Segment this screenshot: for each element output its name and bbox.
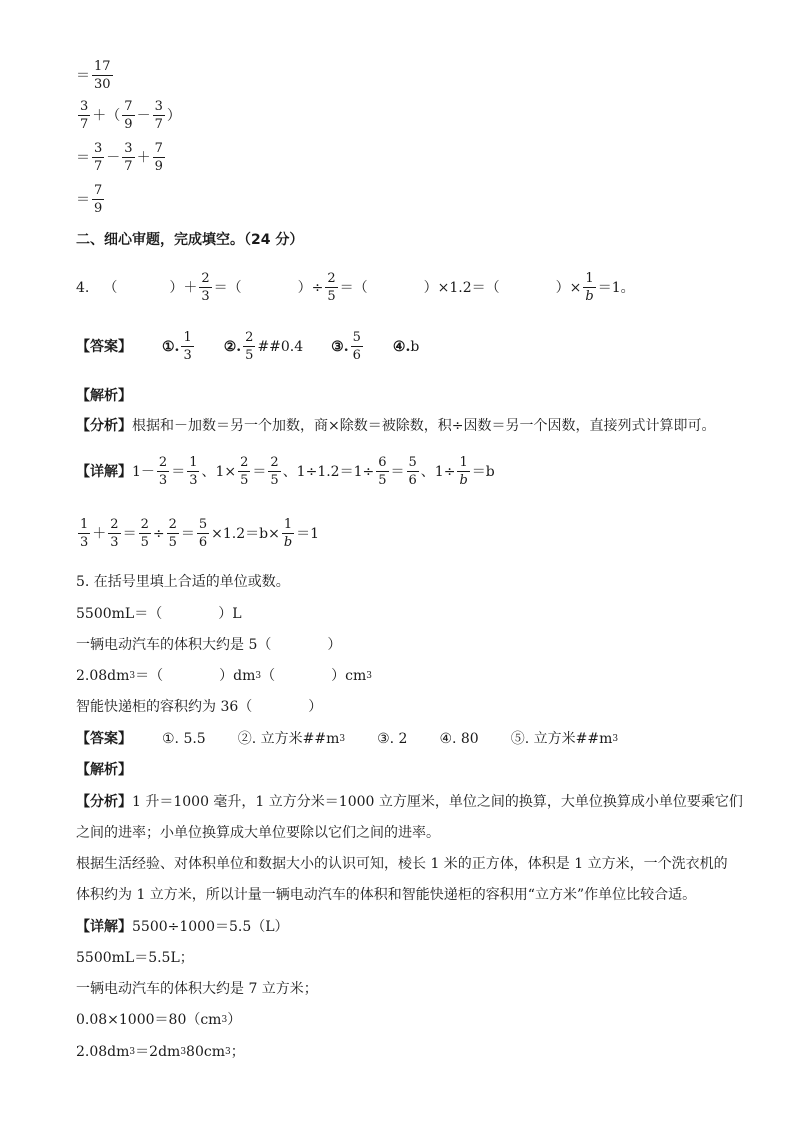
q5-line-1: 5500mL＝（ ）L xyxy=(76,606,242,622)
analysis-label: 【解析】 xyxy=(76,388,132,404)
answer-label: 【答案】 xyxy=(76,338,132,355)
fraction: $\frac{6}{5}$ xyxy=(378,455,387,488)
q5-line-2: 一辆电动汽车的体积大约是 5（ ） xyxy=(76,637,342,653)
q5-fenxi-3: 根据生活经验、对体积单位和数据大小的认识可知，棱长 1 米的正方体，体积是 1 立方米，一个洗衣机的 xyxy=(76,856,728,872)
calc-line-2: 3 7 ＋ （ 7 9 － 3 7 ） xyxy=(80,99,181,132)
q5-fenxi-4: 体积约为 1 立方米，所以计量一辆电动汽车的体积和智能快递柜的容积用“立方米”作单位比较合适。 xyxy=(76,887,697,903)
fraction: 3 7 xyxy=(124,141,133,174)
q4-xiangjie: 【详解】 1－ 2 3 ＝ 1 3 、1× $\frac{2}{5}$ ＝ 2 5 、1÷1.2＝1÷ $\frac{6}{5}$ ＝ 5 6 、1÷ $\frac{1}{b}$ ＝b xyxy=(76,455,495,488)
fraction: 2 3 xyxy=(201,271,210,304)
q4-summary: 1 3 ＋ 2 3 ＝ $\frac{2}{5}$ ÷ $\frac{2}{5}$ ＝ $\frac{5}{6}$ ×1.2＝b× $\frac{1}{b}$ ＝1 xyxy=(80,517,320,550)
fraction: $\frac{2}{5}$ xyxy=(240,455,249,488)
fraction: $\frac{2}{5}$ xyxy=(327,271,336,304)
fraction: $\frac{5}{6}$ xyxy=(198,517,208,550)
q5-xiangjie-5: 2.08dm 3 ＝2dm 3 80cm 3 ； xyxy=(76,1044,245,1060)
fraction: 17 30 xyxy=(94,59,111,92)
q5-xiangjie-4: 0.08×1000＝80（cm 3 ） xyxy=(76,1012,242,1028)
q5-answer: 【答案】 ①. 5.5 ②. 立方米##m 3 ③. 2 ④. 80 ⑤. 立方米##m 3 xyxy=(76,731,619,747)
q4-fenxi: 【分析】 根据和－加数＝另一个加数，商×除数＝被除数，积÷因数＝另一个因数，直接列式计算即可。 xyxy=(76,418,716,434)
question-4: 4. （ ）＋ 2 3 ＝（ ）÷ $\frac{2}{5}$ ＝ （ ）×1.2＝（ ）× $\frac{1}{b}$ ＝1。 xyxy=(76,271,635,304)
fraction: $\frac{1}{b}$ xyxy=(459,455,468,488)
fraction: 7 9 xyxy=(154,141,163,174)
fraction: 2 5 xyxy=(270,455,279,488)
fraction: 3 7 xyxy=(80,99,89,132)
fraction: $\frac{1}{b}$ xyxy=(283,517,293,550)
fraction: 2 3 xyxy=(110,517,119,550)
fraction: 5 6 xyxy=(408,455,417,488)
question-5: 5. 在括号里填上合适的单位或数。 xyxy=(76,574,290,590)
q5-line-3: 2.08dm 3 ＝（ ）dm 3 （ ）cm 3 xyxy=(76,668,372,684)
calc-line-1: ＝ 17 30 xyxy=(76,59,111,92)
q5-line-4: 智能快递柜的容积约为 36（ ） xyxy=(76,699,323,715)
fraction: 1 3 xyxy=(80,517,89,550)
q5-xiangjie-3: 一辆电动汽车的体积大约是 7 立方米； xyxy=(76,981,318,997)
fraction: 7 9 xyxy=(94,183,103,216)
calc-line-4: ＝ 7 9 xyxy=(76,183,103,216)
fraction: $\frac{2}{5}$ xyxy=(168,517,177,550)
q5-xiangjie-2: 5500mL＝5.5L； xyxy=(76,950,194,966)
section-heading: 二、细心审题，完成填空。（24 分） xyxy=(76,232,304,248)
fraction: 5 6 xyxy=(352,330,361,363)
fraction: 7 9 xyxy=(124,99,133,132)
fraction: $\frac{2}{5}$ xyxy=(140,517,149,550)
calc-line-3: ＝ 3 7 － 3 7 ＋ 7 9 xyxy=(76,141,163,174)
analysis-label: 【解析】 xyxy=(76,762,132,778)
fraction: $\frac{1}{b}$ xyxy=(585,271,594,304)
fraction: 1 3 xyxy=(189,455,198,488)
fraction: 3 7 xyxy=(94,141,103,174)
fraction: 1 3 xyxy=(183,330,192,363)
q5-xiangjie-1: 【详解】 5500÷1000＝5.5（L） xyxy=(76,919,289,935)
q5-fenxi-1: 【分析】 1 升＝1000 毫升，1 立方分米＝1000 立方厘米，单位之间的换算，大单位换算成小单位要乘它们 xyxy=(76,794,743,810)
fraction: 2 5 xyxy=(245,330,254,363)
fraction: 2 3 xyxy=(158,455,168,488)
q4-answer: 【答案】 ①. 1 3 ②. 2 5 ##0.4 ③. 5 6 ④. b xyxy=(76,330,420,363)
q5-fenxi-2: 之间的进率；小单位换算成大单位要除以它们之间的进率。 xyxy=(76,825,440,841)
fraction: 3 7 xyxy=(154,99,163,132)
